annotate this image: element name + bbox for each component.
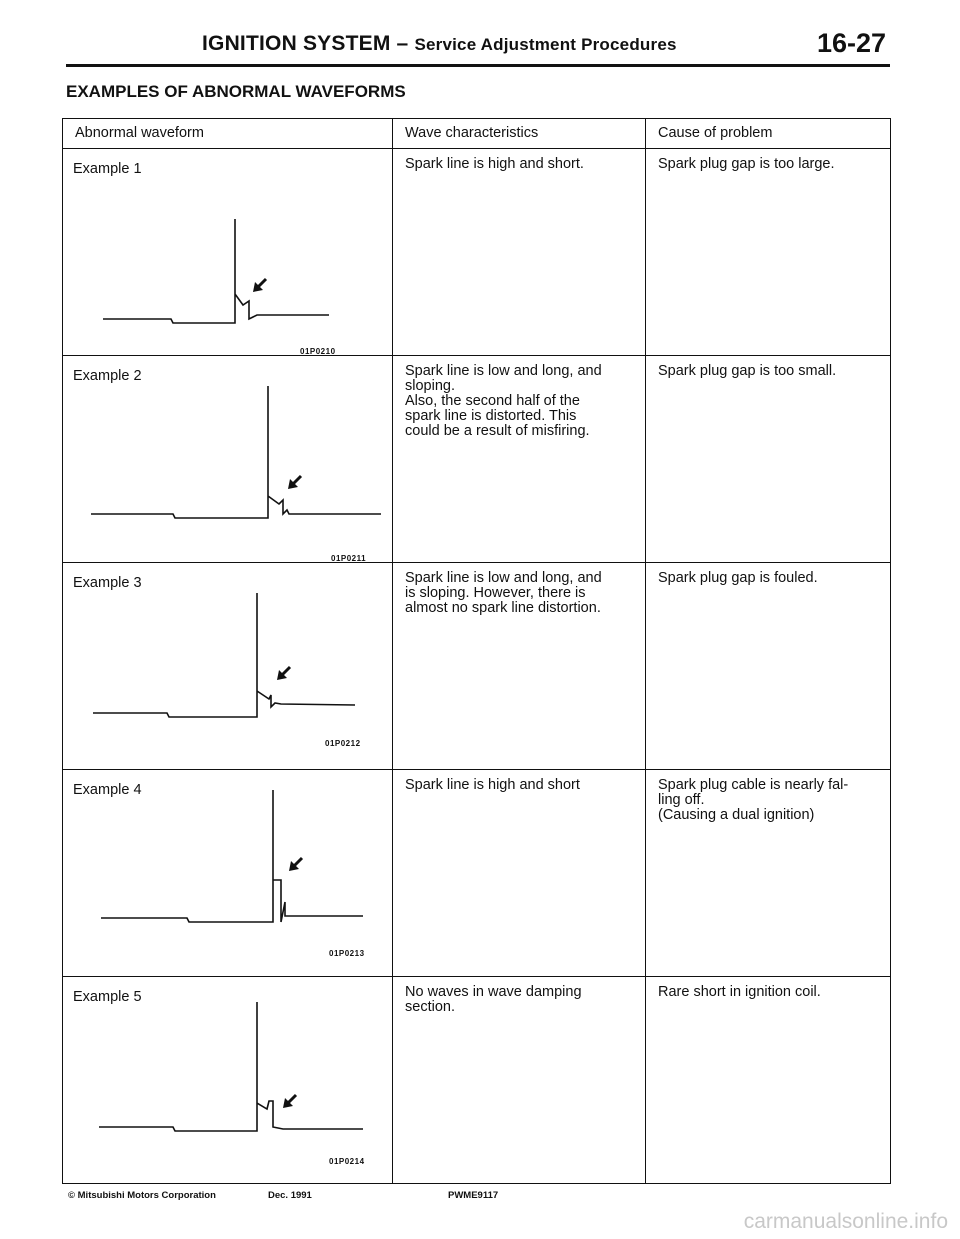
watermark: carmanualsonline.info — [743, 1210, 948, 1233]
cause-text: Spark plug gap is fouled. — [658, 570, 818, 586]
waveform-diagram — [63, 149, 393, 355]
page-footer — [68, 1190, 538, 1206]
table-row — [63, 149, 891, 356]
waveform-cell — [63, 977, 393, 1184]
page-header — [66, 28, 890, 67]
example-label: Example 2 — [73, 368, 142, 384]
page-number: 16-27 — [816, 28, 886, 58]
example-label: Example 1 — [73, 161, 142, 177]
header-title-separator: – — [390, 32, 415, 55]
arrow-icon — [277, 667, 290, 680]
header-title-sub: Service Adjustment Procedures — [414, 35, 677, 54]
characteristics-cell — [393, 356, 646, 563]
waveform-cell — [63, 356, 393, 563]
waveform-diagram — [63, 770, 393, 976]
example-label: Example 5 — [73, 989, 142, 1005]
table-row — [63, 563, 891, 770]
cause-cell — [646, 770, 891, 977]
cause-cell — [646, 977, 891, 1184]
table-row — [63, 356, 891, 563]
arrow-icon — [289, 858, 302, 871]
cause-cell — [646, 563, 891, 770]
characteristics-cell — [393, 563, 646, 770]
cause-cell — [646, 356, 891, 563]
section-heading: EXAMPLES OF ABNORMAL WAVEFORMS — [66, 82, 406, 101]
column-header-cause: Cause of problem — [646, 119, 891, 149]
column-header-waveform: Abnormal waveform — [63, 119, 393, 149]
footer-doc-code: PWME9117 — [448, 1190, 499, 1201]
footer-copyright: © Mitsubishi Motors Corporation — [68, 1190, 216, 1201]
table-header-row — [63, 119, 891, 149]
characteristics-cell — [393, 977, 646, 1184]
cause-text: Rare short in ignition coil. — [658, 984, 821, 1000]
arrow-icon — [288, 476, 301, 489]
cause-cell — [646, 149, 891, 356]
waveform-diagram — [63, 356, 393, 562]
figure-code: 01P0212 — [325, 739, 361, 748]
example-label: Example 4 — [73, 782, 142, 798]
characteristics-text: Spark line is low and long, and is sloping. However, there is almost no spark line distortion. — [405, 570, 602, 616]
waveform-cell — [63, 149, 393, 356]
characteristics-cell — [393, 770, 646, 977]
waveform-cell — [63, 563, 393, 770]
characteristics-text: No waves in wave damping section. — [405, 984, 582, 1015]
cause-text: Spark plug gap is too large. — [658, 156, 835, 172]
arrow-icon — [253, 279, 266, 292]
waveform-diagram — [63, 977, 393, 1183]
figure-code: 01P0210 — [300, 347, 336, 356]
characteristics-text: Spark line is high and short. — [405, 156, 584, 172]
characteristics-text: Spark line is high and short — [405, 777, 580, 793]
example-label: Example 3 — [73, 575, 142, 591]
characteristics-cell — [393, 149, 646, 356]
cause-text: Spark plug gap is too small. — [658, 363, 837, 379]
abnormal-waveforms-table — [62, 118, 891, 1184]
figure-code: 01P0211 — [331, 554, 367, 563]
table-row — [63, 770, 891, 977]
footer-date: Dec. 1991 — [268, 1190, 312, 1201]
cause-text: Spark plug cable is nearly fal- ling off. (Causing a dual ignition) — [658, 777, 849, 823]
header-title — [202, 32, 677, 56]
table-row — [63, 977, 891, 1184]
column-header-characteristics: Wave characteristics — [393, 119, 646, 149]
figure-code: 01P0213 — [329, 949, 365, 958]
figure-code: 01P0214 — [329, 1157, 365, 1166]
arrow-icon — [283, 1095, 296, 1108]
header-title-main: IGNITION SYSTEM — [202, 32, 391, 55]
waveform-cell — [63, 770, 393, 977]
characteristics-text: Spark line is low and long, and sloping. Also, the second half of the spark line is distorted. This could be a result of misfiring. — [405, 363, 602, 439]
